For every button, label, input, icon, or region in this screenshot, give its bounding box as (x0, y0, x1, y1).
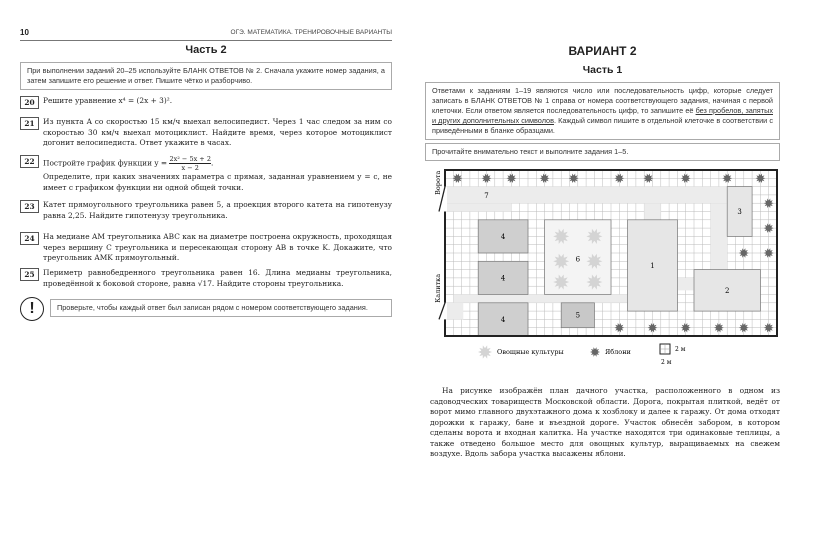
task-number: 22 (20, 155, 39, 168)
instruction-text: . Каждый символ пишите в отдельной клеточке в соответствии с приведёнными в бланке образцами. (432, 116, 773, 135)
task-number: 23 (20, 200, 39, 213)
shed-label: 3 (737, 207, 742, 216)
task-text: На медиане AM треугольника ABC как на диаметре построена окружность, проходящая через вершину C треугольника и пересекающая сторону AB в точке K. Докажите, что треугольник AMK прямоугольный. (43, 232, 392, 262)
greenhouse-label: 4 (500, 232, 506, 241)
road-label: 7 (484, 192, 489, 201)
task-number: 20 (20, 96, 39, 109)
formula-fraction (169, 155, 211, 172)
instruction-underlined: без пробелов, запятых и других дополнительных символов (432, 106, 773, 125)
vegetables-label: 6 (575, 255, 581, 264)
exclamation-icon: ! (20, 297, 44, 321)
wicket-label: Калитка (434, 273, 442, 303)
task-23 (20, 200, 392, 221)
legend-apples: Яблони (605, 348, 631, 356)
running-title: ОГЭ. МАТЕМАТИКА. ТРЕНИРОВОЧНЫЕ ВАРИАНТЫ (230, 29, 392, 36)
instruction-box (425, 82, 780, 140)
task-text: Катет прямоугольного треугольника равен 5, а проекция второго катета на гипотенузу равна 2,25. Найдите гипотенузу треугольника. (43, 200, 392, 220)
task-number: 24 (20, 232, 39, 245)
house-label: 1 (650, 261, 655, 270)
task-text: Решите уравнение x⁴ = (2x + 3)². (43, 96, 173, 105)
numerator: 2x² − 5x + 2 (169, 155, 211, 163)
gate-label: Ворота (434, 170, 442, 195)
task-25 (20, 268, 392, 289)
greenhouse-label: 4 (500, 274, 506, 283)
road-segment (711, 203, 728, 269)
road-segment (445, 203, 511, 211)
road-segment (447, 303, 464, 320)
garden-plan (425, 162, 785, 384)
vegetable-legend-icon (478, 345, 492, 358)
garage-label: 2 (724, 286, 730, 295)
part-title: Часть 1 (582, 64, 623, 76)
apple-legend-icon (590, 347, 600, 357)
instruction-text: Ответами к заданиям 1–19 являются число или последовательность цифр, которые следует записать в БЛАНК ОТВЕТОВ № 1 справа от номера соответствующего задания, начиная с первой клеточки. Если ответом является последовательность цифр, то запишите её (432, 86, 773, 115)
task-text: Периметр равнобедренного треугольника равен 16. Длина медианы треугольника, проведённой к боковой стороне, равна √17. Найдите стороны треугольника. (43, 268, 392, 288)
instruction-box: При выполнении заданий 20–25 используйте БЛАНК ОТВЕТОВ № 2. Сначала укажите номер задания, а затем запишите его решение и ответ. Пишите чётко и разборчиво. (20, 62, 392, 90)
greenhouse-label: 4 (500, 315, 506, 324)
task-text: Из пункта A со скоростью 15 км/ч выехал велосипедист. Через 1 час следом за ним со скоростью 30 км/ч выехал мотоциклист. Найдите время, через которое мотоциклист догонит велосипедиста. Ответ укажите в часах. (43, 117, 392, 147)
plan-description: На рисунке изображён план дачного участка, расположенного в одном из садоводческих товариществ Московской области. Дорога, покрытая плиткой, ведёт от ворот мимо главного двухэтажного дома к хозблоку и далее к гаражу. От дома отходят дорожки к гаражу, бане и въездной дороге. Участок обнесён забором, в котором сделаны ворота и входная калитка. На участке находятся три одинаковые теплицы, а также отведено большое место для овощных культур, выращиваемых на свежем воздухе. Вдоль забора участка высажены яблони. (430, 386, 780, 458)
page-header (20, 28, 392, 41)
task-21 (20, 117, 392, 149)
read-prompt-box: Прочитайте внимательно текст и выполните задания 1–5. (425, 143, 780, 161)
road-segment (644, 203, 661, 220)
notice-box: Проверьте, чтобы каждый ответ был записан рядом с номером соответствующего задания. (50, 299, 392, 317)
legend-cell-width: 2 м (661, 359, 672, 366)
part-title: Часть 2 (185, 44, 227, 56)
bath-label: 5 (575, 311, 581, 320)
task-text: Определите, при каких значениях параметра c прямая, заданная уравнением y = c, не имеет с графиком функции ни одной общей точки. (43, 172, 392, 192)
left-page (20, 0, 392, 553)
page-number: 10 (20, 28, 29, 37)
variant-title: ВАРИАНТ 2 (568, 44, 637, 58)
task-number: 21 (20, 117, 39, 130)
right-page (425, 0, 780, 553)
legend-vegetables: Овощные культуры (497, 348, 564, 356)
task-number: 25 (20, 268, 39, 281)
road-segment (677, 278, 694, 290)
task-22: 22 Постройте график функции y = $\frac{\text{2x² − 5x + 2}}{x - 2}$ . Определите, при каких значениях параметра c прямая, заданная уравнением y = c, не имеет с графиком функции ни одной общей точки. (20, 155, 392, 193)
legend-cell-height: 2 м (675, 346, 686, 353)
denominator: x − 2 (181, 164, 199, 172)
task-text: Постройте график функции y = (43, 158, 168, 168)
road-segment (453, 295, 627, 303)
task-20 (20, 96, 392, 107)
task-24 (20, 232, 392, 264)
